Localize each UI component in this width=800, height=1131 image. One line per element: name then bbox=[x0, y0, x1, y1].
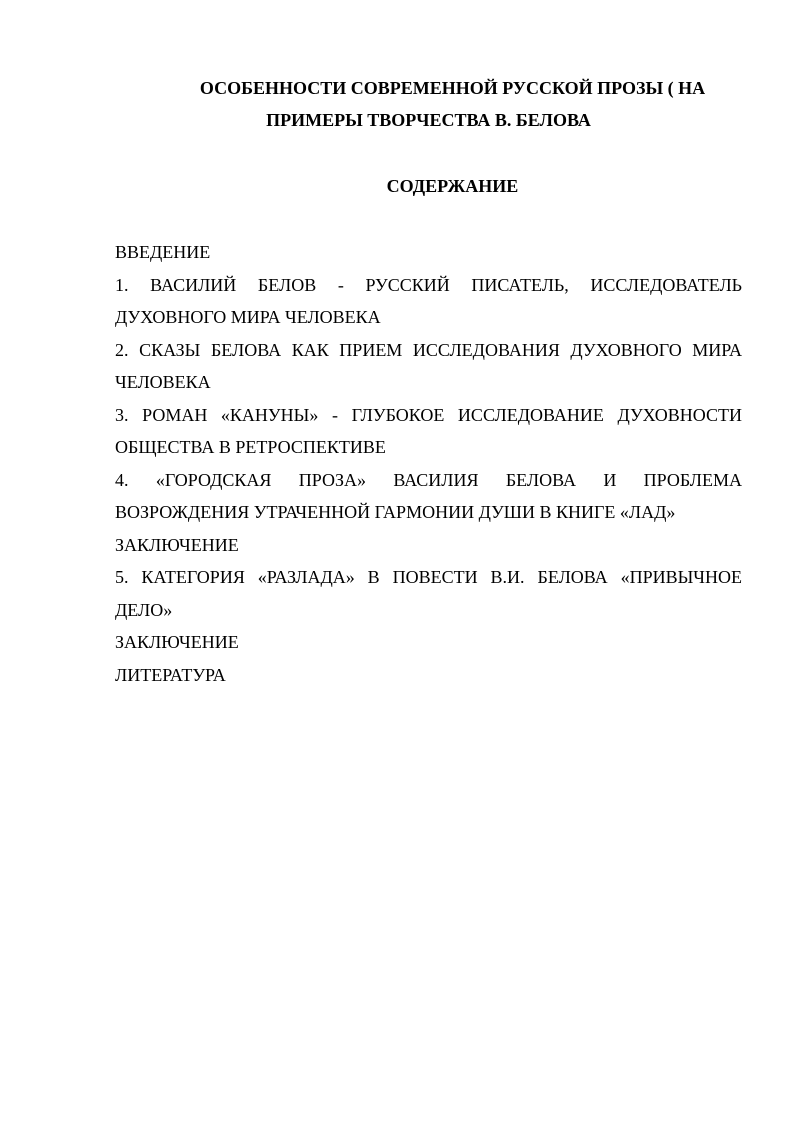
toc-item-literature: ЛИТЕРАТУРА bbox=[115, 664, 226, 685]
contents-heading: СОДЕРЖАНИЕ bbox=[386, 176, 519, 196]
toc-item-chapter-5: 5. КАТЕГОРИЯ «РАЗЛАДА» В ПОВЕСТИ В.И. БЕЛОВА «ПРИВЫЧНОЕ ДЕЛО» bbox=[115, 567, 742, 620]
table-of-contents bbox=[115, 236, 742, 691]
toc-item-chapter-4: 4. «ГОРОДСКАЯ ПРОЗА» ВАСИЛИЯ БЕЛОВА И ПРОБЛЕМА ВОЗРОЖДЕНИЯ УТРАЧЕННОЙ ГАРМОНИИ ДУШИ В КНИГЕ «ЛАД» bbox=[115, 469, 742, 522]
document-title-line-1: ОСОБЕННОСТИ СОВРЕМЕННОЙ РУССКОЙ ПРОЗЫ ( НА bbox=[199, 78, 706, 98]
toc-item-chapter-1: 1. ВАСИЛИЙ БЕЛОВ - РУССКИЙ ПИСАТЕЛЬ, ИССЛЕДОВАТЕЛЬ ДУХОВНОГО МИРА ЧЕЛОВЕКА bbox=[115, 274, 742, 327]
toc-item-introduction: ВВЕДЕНИЕ bbox=[115, 242, 211, 262]
document-title-line-2: ПРИМЕРЫ ТВОРЧЕСТВА В. БЕЛОВА bbox=[266, 110, 591, 130]
toc-item-conclusion-2: ЗАКЛЮЧЕНИЕ bbox=[115, 632, 239, 652]
toc-item-chapter-2: 2. СКАЗЫ БЕЛОВА КАК ПРИЕМ ИССЛЕДОВАНИЯ ДУХОВНОГО МИРА ЧЕЛОВЕКА bbox=[115, 339, 742, 392]
toc-item-conclusion-1: ЗАКЛЮЧЕНИЕ bbox=[115, 534, 239, 555]
toc-item-chapter-3: 3. РОМАН «КАНУНЫ» - ГЛУБОКОЕ ИССЛЕДОВАНИЕ ДУХОВНОСТИ ОБЩЕСТВА В РЕТРОСПЕКТИВЕ bbox=[115, 404, 742, 457]
